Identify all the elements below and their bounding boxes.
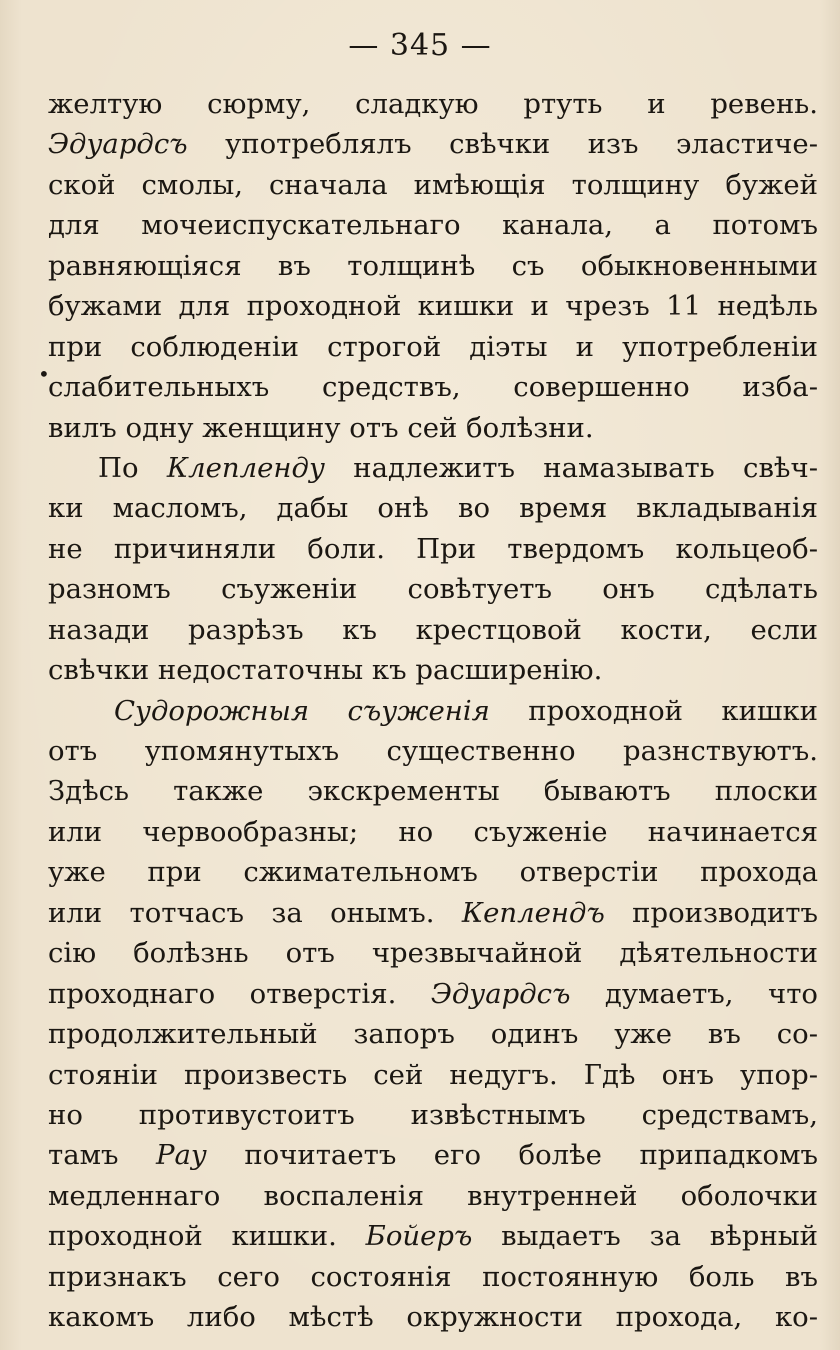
text-segment: думаетъ, что xyxy=(570,977,818,1010)
text-segment: или червообразны; но съуженіе начинается xyxy=(48,815,818,848)
text-segment: свѣчки недостаточны къ расширенію. xyxy=(48,654,603,687)
text-segment: сію болѣзнь отъ чрезвычайной дѣятельности xyxy=(48,937,818,970)
text-segment: употреблялъ свѣчки изъ эластиче- xyxy=(187,128,818,161)
text-segment: проходнаго отверстія. xyxy=(48,977,431,1010)
text-segment: желтую сюрму, сладкую ртуть и ревень. xyxy=(48,88,818,120)
text-line xyxy=(48,488,818,528)
text-segment: ской смолы, сначала имѣющія толщину бужей xyxy=(48,168,818,201)
text-line xyxy=(48,569,818,609)
text-segment: не причиняли боли. При твердомъ кольцеоб- xyxy=(48,532,818,565)
text-segment: проходной кишки xyxy=(489,694,818,727)
text-line xyxy=(48,691,818,731)
italic-name: Клепленду xyxy=(166,451,325,484)
text-segment: уже при сжимательномъ отверстіи прохода xyxy=(48,856,818,889)
text-segment: По xyxy=(98,451,167,484)
text-line xyxy=(48,852,818,892)
text-segment: для мочеиспускательнаго канала, а потомъ xyxy=(48,209,818,242)
text-segment: отъ упомянутыхъ существенно разнствуютъ. xyxy=(48,735,818,767)
text-line xyxy=(48,771,818,811)
text-segment: какомъ либо мѣстѣ окружности прохода, ко- xyxy=(48,1301,818,1334)
text-segment: проходной кишки. xyxy=(48,1220,366,1253)
text-line xyxy=(48,1135,818,1175)
text-segment: равняющіяся въ толщинѣ съ обыкновенными xyxy=(48,249,818,282)
text-line xyxy=(48,1257,818,1297)
text-segment: назади разрѣзъ къ крестцовой кости, если xyxy=(48,613,818,646)
text-line xyxy=(48,84,818,124)
text-segment: медленнаго воспаленія внутренней оболочки xyxy=(48,1179,818,1212)
text-line xyxy=(48,731,818,771)
text-segment: тамъ xyxy=(48,1139,156,1172)
text-line xyxy=(48,246,818,286)
text-segment: выдаетъ за вѣрный xyxy=(472,1220,819,1253)
text-line xyxy=(48,933,818,973)
text-line xyxy=(48,327,818,367)
text-segment: стояніи произвесть сей недугъ. Гдѣ онъ упор- xyxy=(48,1058,818,1091)
text-segment: почитаетъ его болѣе припадкомъ xyxy=(206,1139,818,1172)
text-line xyxy=(48,650,818,690)
text-line xyxy=(48,610,818,650)
text-segment: признакъ сего состоянія постоянную боль въ xyxy=(48,1260,818,1293)
text-segment: при соблюденіи строгой діэты и употребленіи xyxy=(48,330,818,363)
italic-name: Эдуардсъ xyxy=(48,128,188,161)
text-segment: Здѣсь также экскременты бываютъ плоски xyxy=(48,775,818,808)
text-segment: продолжительный запоръ одинъ уже въ со- xyxy=(48,1018,818,1051)
text-segment: разномъ съуженіи совѣтуетъ онъ сдѣлать xyxy=(48,573,818,606)
text-line xyxy=(48,408,818,448)
text-line xyxy=(48,974,818,1014)
text-line xyxy=(48,367,818,407)
text-line xyxy=(48,812,818,852)
text-line xyxy=(48,165,818,205)
text-line xyxy=(48,124,818,164)
text-segment: но противустоитъ извѣстнымъ средствамъ, xyxy=(48,1098,818,1131)
text-line xyxy=(48,205,818,245)
text-segment: бужами для проходной кишки и чрезъ 11 недѣль xyxy=(48,290,818,323)
text-line xyxy=(48,1095,818,1135)
italic-name: Эдуардсъ xyxy=(430,977,571,1010)
margin-mark: • xyxy=(38,362,50,386)
text-line xyxy=(48,1014,818,1054)
text-line xyxy=(48,1055,818,1095)
italic-name: Судорожныя съуженія xyxy=(114,694,490,727)
text-line xyxy=(48,893,818,933)
text-line xyxy=(48,1176,818,1216)
italic-name: Рау xyxy=(155,1139,207,1172)
text-line xyxy=(48,1216,818,1256)
text-line xyxy=(48,529,818,569)
text-segment: надлежитъ намазывать свѣч- xyxy=(324,451,818,484)
text-segment: вилъ одну женщину отъ сей болѣзни. xyxy=(48,411,594,444)
italic-name: Бойеръ xyxy=(365,1220,473,1253)
page-number: — 345 — xyxy=(348,28,492,63)
text-segment: слабительныхъ средствъ, совершенно изба- xyxy=(48,371,818,404)
text-line xyxy=(48,286,818,326)
body-text xyxy=(48,84,818,1338)
text-line xyxy=(48,448,818,488)
text-segment: или тотчасъ за онымъ. xyxy=(48,896,462,929)
text-line xyxy=(48,1297,818,1337)
text-segment: производитъ xyxy=(604,896,818,929)
italic-name: Кеплендъ xyxy=(461,896,605,929)
text-segment: ки масломъ, дабы онѣ во время вкладыванія xyxy=(48,492,818,525)
